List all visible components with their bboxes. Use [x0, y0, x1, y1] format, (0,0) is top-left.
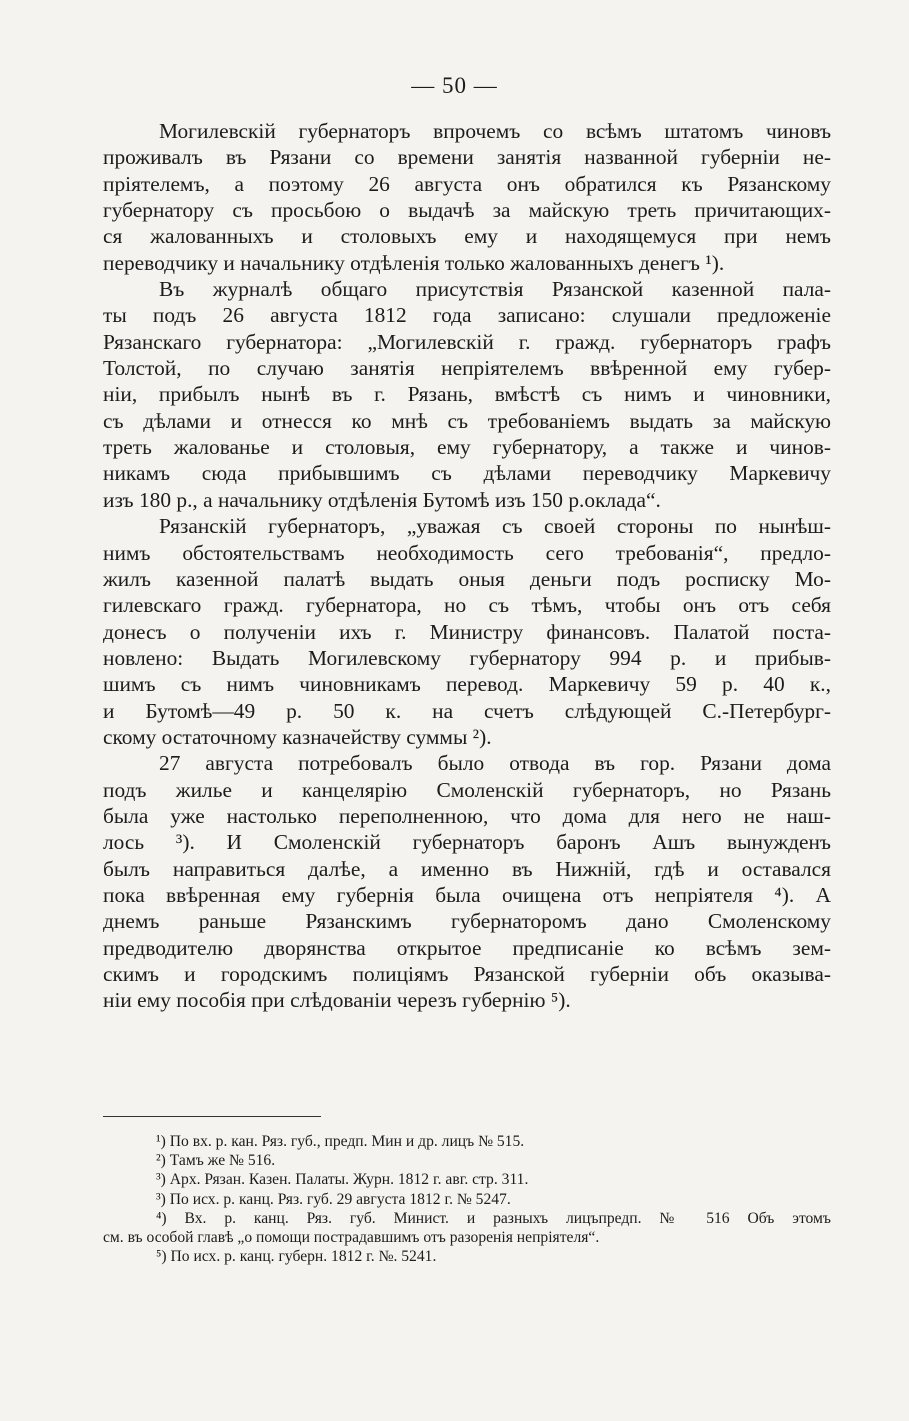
- text-line: новлено: Выдать Могилевскому губернатору 994 р. и прибыв-: [103, 645, 831, 670]
- text-line: Въ журналѣ общаго присутствія Рязанской казенной пала-: [159, 277, 831, 302]
- text-line: жилъ казенной палатѣ выдать оныя деньги подъ росписку Мо-: [103, 566, 831, 591]
- text-line: ся жалованныхъ и столовыхъ ему и находящемуся при немъ: [103, 224, 831, 249]
- paragraph-3: [103, 513, 831, 750]
- main-text: [103, 118, 831, 1014]
- text-line: пріятелемъ, а поэтому 26 августа онъ обратился къ Рязанскому: [103, 171, 831, 196]
- footnote-separator: [103, 1116, 321, 1117]
- text-line: подъ жилье и канцелярію Смоленскій губернаторъ, но Рязань: [103, 777, 831, 802]
- text-line: никамъ сюда прибывшимъ съ дѣлами переводчику Маркевичу: [103, 461, 831, 486]
- text-line: съ дѣлами и отнесся ко мнѣ съ требованіемъ выдать за майскую: [103, 408, 831, 433]
- text-line: скому остаточному казначейству суммы ²).: [103, 724, 492, 749]
- text-line: переводчику и начальнику отдѣленія только жалованныхъ денегъ ¹).: [103, 250, 725, 275]
- footnotes: [103, 1132, 831, 1266]
- text-line: Могилевскій губернаторъ впрочемъ со всѣмъ штатомъ чиновъ: [159, 119, 831, 143]
- text-line: ніи, прибылъ нынѣ въ г. Рязань, вмѣстѣ съ нимъ и чиновники,: [103, 382, 831, 407]
- text-line: изъ 180 р., а начальнику отдѣленія Бутомѣ изъ 150 р.оклада“.: [103, 487, 661, 512]
- text-line: днемъ раньше Рязанскимъ губернаторомъ дано Смоленскому: [103, 909, 831, 934]
- text-line: треть жалованье и столовыя, ему губернатору, а также и чинов-: [103, 435, 831, 460]
- footnote: ⁵) По исх. р. канц. губерн. 1812 г. №. 5241.: [156, 1248, 437, 1266]
- text-line: ты подъ 26 августа 1812 года записано: слушали предложеніе: [103, 303, 831, 328]
- text-line: гилевскаго гражд. губернатора, но съ тѣмъ, чтобы онъ отъ себя: [103, 593, 831, 618]
- footnote: ²) Тамъ же № 516.: [156, 1152, 276, 1170]
- text-line: шимъ съ нимъ чиновникамъ перевод. Маркевичу 59 р. 40 к.,: [103, 672, 831, 697]
- text-line: Рязанскій губернаторъ, „уважая съ своей стороны по нынѣш-: [159, 514, 831, 539]
- paragraph-1: [103, 118, 831, 276]
- footnote: ⁴) Вх. р. канц. Ряз. губ. Минист. и разныхъ лицъпредп. № 516 Объ этомъ: [156, 1209, 831, 1227]
- text-line: предводителю дворянства открытое предписаніе ко всѣмъ зем-: [103, 935, 831, 960]
- text-line: былъ направиться далѣе, а именно въ Нижній, гдѣ и оставался: [103, 856, 831, 881]
- text-line: была уже настолько переполненною, что дома для него не наш-: [103, 803, 831, 828]
- footnote-continuation: см. въ особой главѣ „о помощи пострадавшимъ отъ разоренія непріятеля“.: [103, 1228, 600, 1246]
- footnote: ³) Арх. Рязан. Казен. Палаты. Журн. 1812 г. авг. стр. 311.: [156, 1171, 529, 1189]
- text-line: проживалъ въ Рязани со времени занятія названной губерніи не-: [103, 145, 831, 170]
- text-line: пока ввѣренная ему губернія была очищена отъ непріятеля ⁴). А: [103, 882, 831, 907]
- text-line: Толстой, по случаю занятія непріятелемъ ввѣренной ему губер-: [103, 356, 831, 381]
- text-line: донесъ о полученіи ихъ г. Министру финансовъ. Палатой поста-: [103, 619, 831, 644]
- text-line: нимъ обстоятельствамъ необходимость сего требованія“, предло-: [103, 540, 831, 565]
- text-line: 27 августа потребовалъ было отвода въ гор. Рязани дома: [159, 751, 831, 776]
- text-line: Рязанскаго губернатора: „Могилевскій г. гражд. губернаторъ графъ: [103, 329, 831, 354]
- page-number: — 50 —: [411, 73, 498, 98]
- paragraph-4: [103, 750, 831, 1013]
- text-line: лось ³). И Смоленскій губернаторъ баронъ Ашъ вынужденъ: [103, 830, 831, 855]
- text-line: губернатору съ просьбою о выдачѣ за майскую треть причитающих-: [103, 198, 831, 223]
- footnote: ¹) По вх. р. кан. Ряз. губ., предп. Мин и др. лицъ № 515.: [156, 1133, 525, 1150]
- footnote: ³) По исх. р. канц. Ряз. губ. 29 августа 1812 г. № 5247.: [156, 1190, 511, 1208]
- text-line: и Бутомѣ—49 р. 50 к. на счетъ слѣдующей С.-Петербург-: [103, 698, 831, 723]
- text-line: ніи ему пособія при слѣдованіи черезъ губернію ⁵).: [103, 988, 571, 1013]
- paragraph-2: [103, 276, 831, 513]
- text-line: скимъ и городскимъ полиціямъ Рязанской губерніи объ оказыва-: [103, 962, 831, 986]
